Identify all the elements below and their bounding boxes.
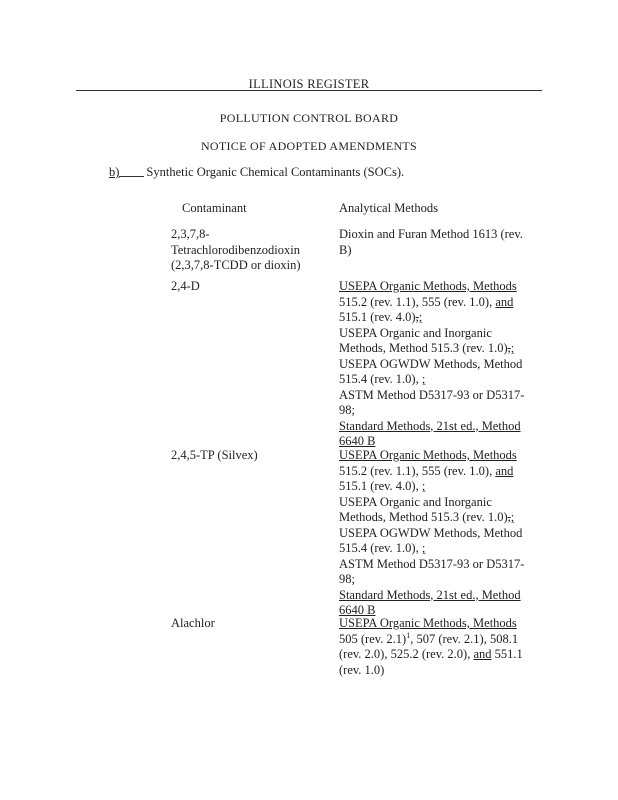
contaminant-name xyxy=(171,227,321,274)
method-line xyxy=(339,227,529,243)
method-line xyxy=(339,663,529,679)
method-line xyxy=(339,572,529,588)
method-text: ASTM Method D5317-93 or D5317- xyxy=(339,387,525,402)
method-text: Standard Methods, 21st ed., Method xyxy=(339,418,521,433)
method-text: Standard Methods, 21st ed., Method xyxy=(339,587,521,602)
footnote-marker: 1 xyxy=(406,630,411,640)
method-text: USEPA OGWDW Methods, Method xyxy=(339,356,523,371)
method-text: , xyxy=(507,341,511,355)
method-text: Dioxin and Furan Method 1613 (rev. xyxy=(339,227,523,241)
contaminant-name xyxy=(171,448,321,464)
method-line xyxy=(339,616,529,632)
method-line xyxy=(339,403,529,419)
method-text: 515.4 (rev. 1.0), xyxy=(339,541,422,555)
method-line xyxy=(339,588,529,604)
contaminant-name-line: 2,4-D xyxy=(171,279,200,293)
method-line xyxy=(339,279,529,295)
method-text: and xyxy=(495,463,514,478)
method-text: and xyxy=(495,294,514,309)
method-text: (rev. 2.0), 525.2 (rev. 2.0), xyxy=(339,647,474,661)
method-line xyxy=(339,647,529,663)
method-line xyxy=(339,388,529,404)
subsection-heading xyxy=(109,165,404,180)
contaminant-name-line: 2,4,5-TP (Silvex) xyxy=(171,448,258,462)
method-text: Methods, Method 515.3 (rev. 1.0) xyxy=(339,341,508,355)
notice-title: NOTICE OF ADOPTED AMENDMENTS xyxy=(200,139,418,153)
method-text: 551.1 xyxy=(491,647,523,661)
method-text: 515.1 (rev. 4.0), xyxy=(339,479,422,493)
contaminant-name-line: 2,3,7,8- xyxy=(171,227,210,241)
method-line xyxy=(339,310,529,326)
method-text: ; xyxy=(421,479,426,493)
method-text: USEPA Organic and Inorganic xyxy=(339,325,492,340)
subsection-label: b) xyxy=(109,165,120,179)
contaminant-column-header: Contaminant xyxy=(182,201,247,215)
subsection-underline-gap xyxy=(119,166,144,177)
method-text: and xyxy=(473,647,492,661)
method-text: 98; xyxy=(339,403,355,417)
method-line xyxy=(339,510,529,526)
method-text: (rev. 1.0) xyxy=(339,662,385,677)
analytical-methods xyxy=(339,279,529,450)
method-text: 98; xyxy=(339,572,355,586)
method-line xyxy=(339,526,529,542)
method-line xyxy=(339,243,529,259)
method-line xyxy=(339,326,529,342)
method-line xyxy=(339,464,529,480)
method-text: USEPA OGWDW Methods, Method xyxy=(339,525,523,540)
method-text: USEPA Organic Methods, Methods xyxy=(339,616,517,630)
subsection-title: Synthetic Organic Chemical Contaminants (SOCs). xyxy=(146,165,405,179)
method-text: ; xyxy=(421,372,426,386)
method-text: 6640 B xyxy=(339,603,376,617)
contaminant-name xyxy=(171,279,321,295)
method-text: Methods, Method 515.3 (rev. 1.0) xyxy=(339,510,508,524)
method-text: ASTM Method D5317-93 or D5317- xyxy=(339,556,525,571)
method-line xyxy=(339,372,529,388)
method-text: 515.1 (rev. 4.0) xyxy=(339,310,416,324)
agency-name: POLLUTION CONTROL BOARD xyxy=(219,111,399,125)
method-text: ; xyxy=(510,510,515,524)
method-text: 515.2 (rev. 1.1), 555 (rev. 1.0), xyxy=(339,463,496,478)
method-line xyxy=(339,419,529,435)
method-line xyxy=(339,632,529,648)
analytical-methods xyxy=(339,616,529,678)
contaminant-name-line: (2,3,7,8-TCDD or dioxin) xyxy=(171,258,301,272)
method-text: B) xyxy=(339,242,352,257)
register-title: ILLINOIS REGISTER xyxy=(248,77,370,91)
method-text: , 507 (rev. 2.1), 508.1 xyxy=(410,631,519,646)
method-text: , xyxy=(415,310,419,324)
method-line xyxy=(339,479,529,495)
analytical-methods xyxy=(339,227,529,258)
method-line xyxy=(339,541,529,557)
method-text: ; xyxy=(421,541,426,555)
method-line xyxy=(339,557,529,573)
methods-column-header: Analytical Methods xyxy=(339,201,438,215)
method-line xyxy=(339,495,529,511)
method-line xyxy=(339,448,529,464)
method-text: 515.2 (rev. 1.1), 555 (rev. 1.0), xyxy=(339,294,496,309)
contaminant-name xyxy=(171,616,321,632)
method-text: USEPA Organic Methods, Methods xyxy=(339,448,517,462)
header-rule xyxy=(76,90,542,91)
contaminant-name-line: Alachlor xyxy=(171,616,215,630)
method-text: USEPA Organic Methods, Methods xyxy=(339,279,517,293)
analytical-methods xyxy=(339,448,529,619)
method-line xyxy=(339,341,529,357)
method-text: 6640 B xyxy=(339,434,376,448)
method-text: 515.4 (rev. 1.0), xyxy=(339,372,422,386)
method-text: USEPA Organic and Inorganic xyxy=(339,494,492,509)
method-line xyxy=(339,295,529,311)
method-text: ; xyxy=(510,341,515,355)
method-text: 505 (rev. 2.1) xyxy=(339,631,407,646)
method-text: ; xyxy=(418,310,423,324)
method-line xyxy=(339,357,529,373)
method-text: , xyxy=(507,510,511,524)
contaminant-name-line: Tetrachlorodibenzodioxin xyxy=(171,242,300,257)
